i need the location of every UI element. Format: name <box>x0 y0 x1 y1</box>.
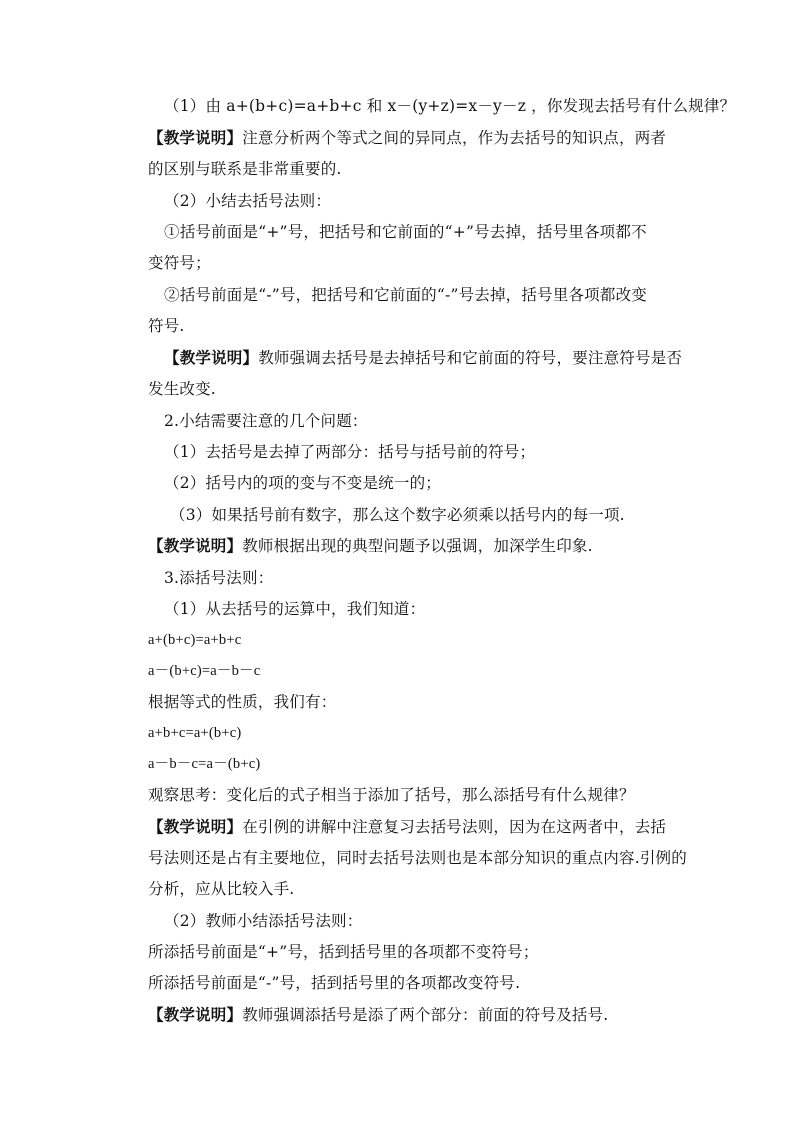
from-removal-intro: （1）从去括号的运算中，我们知道： <box>164 600 426 618</box>
teaching-note-label: 【教学说明】 <box>148 1005 243 1024</box>
issue-2: （2）括号内的项的变与不变是统一的； <box>164 474 441 492</box>
add-rule-minus: 所添括号前面是“-”号，括到括号里的各项都改变符号. <box>148 974 521 992</box>
teaching-note-label: 【教学说明】 <box>164 348 259 367</box>
teaching-note-5: 【教学说明】教师强调添括号是添了两个部分：前面的符号及括号. <box>148 1005 609 1024</box>
section-2-heading: 2.小结需要注意的几个问题： <box>164 412 368 430</box>
summary-heading: （2）小结去括号法则： <box>164 192 332 210</box>
formula-2: a－(b+c)=a－b－c <box>148 663 261 679</box>
observe-think: 观察思考：变化后的式子相当于添加了括号，那么添括号有什么规律？ <box>148 786 635 804</box>
equation-property-intro: 根据等式的性质，我们有： <box>148 693 337 711</box>
teaching-note-2: 【教学说明】教师强调去括号是去掉括号和它前面的符号，要注意符号是否 <box>164 348 683 367</box>
formula-4: a－b－c=a－(b+c) <box>148 756 261 772</box>
issue-1: （1）去括号是去掉了两部分：括号与括号前的符号； <box>164 443 536 461</box>
teaching-note-4-cont-2: 分析，应从比较入手. <box>148 880 295 898</box>
rule-minus-cont: 符号. <box>148 317 185 335</box>
question-remove-brackets: （1）由 a+(b+c)=a+b+c 和 x－(y+z)=x－y－z ，你发现去括号有什么规律？ <box>164 97 736 115</box>
teaching-note-label: 【教学说明】 <box>148 817 243 836</box>
formula-3: a+b+c=a+(b+c) <box>148 725 242 741</box>
teaching-note-4-cont-1: 号法则还是占有主要地位，同时去括号法则也是本部分知识的重点内容.引例的 <box>148 849 687 867</box>
teaching-note-4: 【教学说明】在引例的讲解中注意复习去括号法则，因为在这两者中，去括 <box>148 817 667 836</box>
section-3-heading: 3.添括号法则： <box>164 569 274 587</box>
rule-plus-cont: 变符号； <box>148 254 211 272</box>
add-rule-plus: 所添括号前面是“+”号，括到括号里的各项都不变符号； <box>148 943 539 961</box>
teaching-note-1-cont: 的区别与联系是非常重要的. <box>148 160 342 178</box>
teaching-note-label: 【教学说明】 <box>148 536 243 555</box>
rule-minus: ②括号前面是“-”号，把括号和它前面的“-”号去掉，括号里各项都改变 <box>164 286 647 304</box>
add-brackets-summary-heading: （2）教师小结添括号法则： <box>164 912 363 930</box>
formula-1: a+(b+c)=a+b+c <box>148 632 242 648</box>
teaching-note-2-cont: 发生改变. <box>148 380 216 398</box>
teaching-note-1: 【教学说明】注意分析两个等式之间的异同点，作为去括号的知识点，两者 <box>148 128 667 147</box>
issue-3: （3）如果括号前有数字，那么这个数字必须乘以括号内的每一项. <box>170 506 625 524</box>
teaching-note-label: 【教学说明】 <box>148 128 243 147</box>
teaching-note-3: 【教学说明】教师根据出现的典型问题予以强调，加深学生印象. <box>148 536 593 555</box>
rule-plus: ①括号前面是“+”号，把括号和它前面的“+”号去掉，括号里各项都不 <box>164 223 647 241</box>
